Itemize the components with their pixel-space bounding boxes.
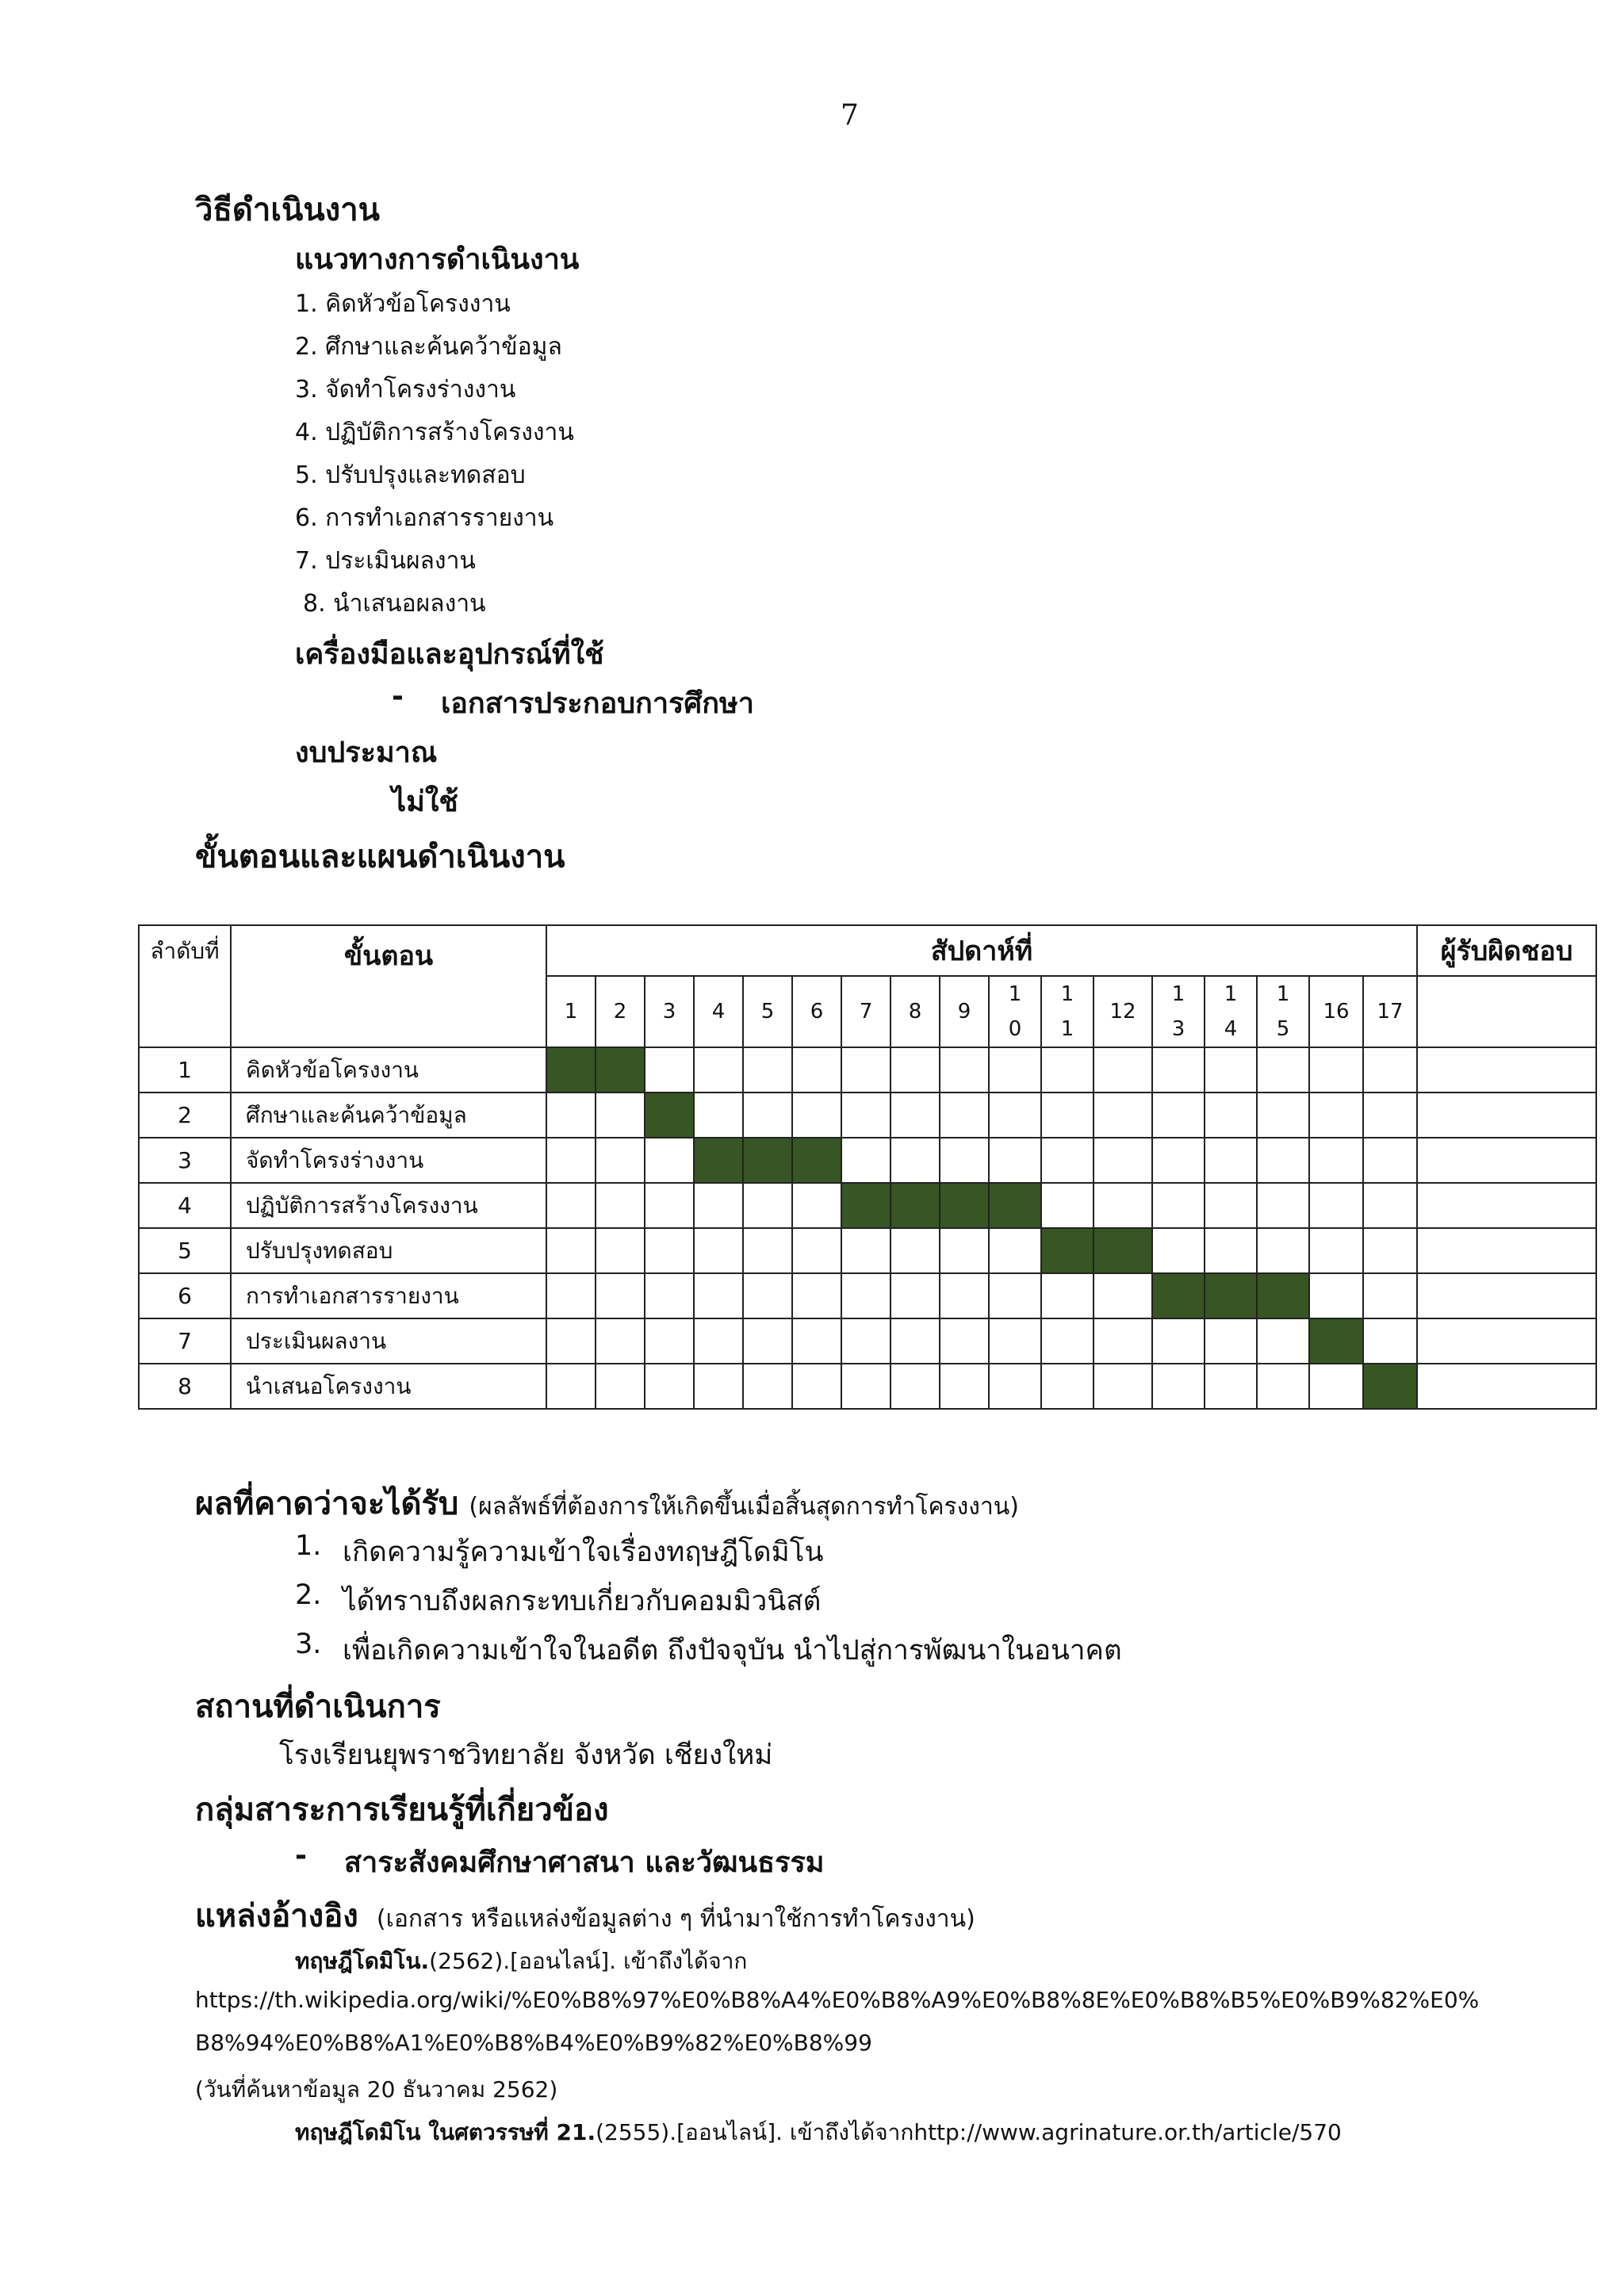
gantt-empty-cell bbox=[891, 1273, 940, 1318]
step-item: 4. ปฏิบัติการสร้างโครงงาน bbox=[295, 419, 574, 446]
gantt-empty-cell bbox=[792, 1047, 841, 1093]
tools-dash: - bbox=[392, 680, 404, 713]
references-title: แหล่งอ้างอิง bbox=[195, 1898, 358, 1934]
gantt-bar-cell bbox=[1152, 1273, 1205, 1318]
reference-1-url[interactable]: https://th.wikipedia.org/wiki/%E0%B8%97%E0%B8%A4%E0%B8%A9%E0%B8%8E%E0%B8%B5%E0%B9%82%E0% bbox=[195, 1987, 1480, 2013]
gantt-empty-cell bbox=[792, 1093, 841, 1138]
reference-2-detail: (2555).[ออนไลน์]. เข้าถึงได้จากhttp://www.agrinature.or.th/article/570 bbox=[596, 2119, 1342, 2145]
gantt-empty-cell bbox=[694, 1047, 743, 1093]
gantt-empty-cell bbox=[743, 1228, 792, 1273]
gantt-empty-cell bbox=[546, 1364, 596, 1409]
reference-1-title: ทฤษฎีโดมิโน. bbox=[295, 1948, 430, 1974]
tools-item: เอกสารประกอบการศึกษา bbox=[441, 687, 754, 720]
references-heading bbox=[195, 1890, 975, 1941]
gantt-empty-cell bbox=[596, 1183, 645, 1228]
gantt-empty-cell bbox=[1363, 1273, 1417, 1318]
gantt-empty-cell bbox=[1152, 1364, 1205, 1409]
gantt-empty-cell bbox=[792, 1364, 841, 1409]
gantt-empty-cell bbox=[1094, 1318, 1152, 1364]
gantt-bar-cell bbox=[1205, 1273, 1257, 1318]
subjects-dash: - bbox=[295, 1839, 307, 1872]
gantt-empty-cell bbox=[940, 1273, 989, 1318]
outcomes-heading bbox=[195, 1478, 1019, 1529]
week-number bbox=[596, 976, 645, 1047]
row-number: 7 bbox=[139, 1318, 231, 1364]
outcomes-title: ผลที่คาดว่าจะได้รับ bbox=[195, 1486, 459, 1522]
step-item: 1. คิดหัวข้อโครงงาน bbox=[295, 290, 511, 318]
outcome-number: 2. bbox=[295, 1579, 322, 1611]
week-number bbox=[792, 976, 841, 1047]
gantt-empty-cell bbox=[940, 1093, 989, 1138]
gantt-empty-cell bbox=[792, 1273, 841, 1318]
gantt-empty-cell bbox=[940, 1138, 989, 1183]
week-number-digit: 1 bbox=[1060, 982, 1074, 1006]
gantt-empty-cell bbox=[1205, 1364, 1257, 1409]
gantt-empty-cell bbox=[1094, 1047, 1152, 1093]
gantt-empty-cell bbox=[792, 1183, 841, 1228]
row-step: คิดหัวข้อโครงงาน bbox=[231, 1047, 546, 1093]
week-number-digit: 1 bbox=[1276, 982, 1290, 1006]
week-number-digit: 17 bbox=[1377, 1000, 1404, 1024]
gantt-empty-cell bbox=[743, 1093, 792, 1138]
row-number: 6 bbox=[139, 1273, 231, 1318]
row-responsible bbox=[1417, 1318, 1596, 1364]
gantt-empty-cell bbox=[645, 1364, 694, 1409]
row-number: 4 bbox=[139, 1183, 231, 1228]
gantt-empty-cell bbox=[743, 1364, 792, 1409]
gantt-empty-cell bbox=[989, 1318, 1041, 1364]
gantt-empty-cell bbox=[841, 1318, 891, 1364]
gantt-empty-cell bbox=[989, 1364, 1041, 1409]
week-number-digit: 3 bbox=[1171, 1017, 1185, 1041]
gantt-bar-cell bbox=[792, 1138, 841, 1183]
row-responsible bbox=[1417, 1273, 1596, 1318]
gantt-empty-cell bbox=[546, 1093, 596, 1138]
gantt-empty-cell bbox=[596, 1228, 645, 1273]
gantt-empty-cell bbox=[1205, 1047, 1257, 1093]
gantt-bar-cell bbox=[1257, 1273, 1309, 1318]
gantt-empty-cell bbox=[645, 1228, 694, 1273]
gantt-empty-cell bbox=[1041, 1183, 1094, 1228]
week-number-digit: 1 bbox=[1008, 982, 1022, 1006]
gantt-empty-cell bbox=[792, 1318, 841, 1364]
gantt-empty-cell bbox=[841, 1228, 891, 1273]
gantt-empty-cell bbox=[1152, 1183, 1205, 1228]
week-number-digit: 12 bbox=[1109, 1000, 1136, 1024]
responsible-header: ผู้รับผิดชอบ bbox=[1417, 925, 1596, 976]
gantt-empty-cell bbox=[940, 1364, 989, 1409]
gantt-bar-cell bbox=[891, 1183, 940, 1228]
row-step: ปฏิบัติการสร้างโครงงาน bbox=[231, 1183, 546, 1228]
gantt-empty-cell bbox=[989, 1228, 1041, 1273]
week-number-digit: 2 bbox=[613, 1000, 627, 1024]
row-number: 8 bbox=[139, 1364, 231, 1409]
references-subtitle: (เอกสาร หรือแหล่งข้อมูลต่าง ๆ ที่นำมาใช้การทำโครงงาน) bbox=[376, 1905, 975, 1933]
step-header: ขั้นตอน bbox=[231, 925, 546, 1047]
gantt-empty-cell bbox=[1363, 1047, 1417, 1093]
gantt-empty-cell bbox=[1257, 1364, 1309, 1409]
week-number-digit: 8 bbox=[908, 1000, 922, 1024]
week-number-digit: 9 bbox=[957, 1000, 971, 1024]
gantt-empty-cell bbox=[891, 1138, 940, 1183]
row-responsible bbox=[1417, 1047, 1596, 1093]
week-number-digit: 1 bbox=[1171, 982, 1185, 1006]
gantt-empty-cell bbox=[694, 1364, 743, 1409]
gantt-empty-cell bbox=[743, 1183, 792, 1228]
gantt-empty-cell bbox=[694, 1318, 743, 1364]
gantt-empty-cell bbox=[1205, 1183, 1257, 1228]
row-responsible bbox=[1417, 1183, 1596, 1228]
gantt-bar-cell bbox=[1041, 1228, 1094, 1273]
budget-value: ไม่ใช้ bbox=[392, 786, 458, 818]
gantt-bar-cell bbox=[1363, 1364, 1417, 1409]
gantt-empty-cell bbox=[841, 1138, 891, 1183]
gantt-empty-cell bbox=[1041, 1093, 1094, 1138]
methods-title: วิธีดำเนินงาน bbox=[195, 192, 381, 228]
gantt-empty-cell bbox=[891, 1318, 940, 1364]
week-number-digit: 0 bbox=[1008, 1017, 1022, 1041]
gantt-empty-cell bbox=[841, 1047, 891, 1093]
gantt-empty-cell bbox=[1205, 1228, 1257, 1273]
gantt-empty-cell bbox=[1363, 1318, 1417, 1364]
plan-title: ขั้นตอนและแผนดำเนินงาน bbox=[195, 839, 565, 875]
week-number-digit: 5 bbox=[760, 1000, 775, 1024]
gantt-bar-cell bbox=[694, 1138, 743, 1183]
gantt-empty-cell bbox=[1257, 1138, 1309, 1183]
week-number-digit: 1 bbox=[564, 1000, 578, 1024]
step-item: 8. นำเสนอผลงาน bbox=[303, 590, 486, 618]
gantt-empty-cell bbox=[1309, 1228, 1363, 1273]
approach-title: แนวทางการดำเนินงาน bbox=[295, 243, 580, 276]
gantt-empty-cell bbox=[1257, 1318, 1309, 1364]
gantt-empty-cell bbox=[1041, 1138, 1094, 1183]
week-number-digit: 6 bbox=[810, 1000, 824, 1024]
row-step: จัดทำโครงร่างงาน bbox=[231, 1138, 546, 1183]
week-number bbox=[694, 976, 743, 1047]
gantt-empty-cell bbox=[1309, 1364, 1363, 1409]
row-step: ศึกษาและค้นคว้าข้อมูล bbox=[231, 1093, 546, 1138]
gantt-empty-cell bbox=[743, 1047, 792, 1093]
step-item: 7. ประเมินผลงาน bbox=[295, 547, 476, 575]
week-number-digit: 1 bbox=[1060, 1017, 1074, 1041]
reference-2 bbox=[295, 2115, 1342, 2150]
week-number bbox=[546, 976, 596, 1047]
gantt-empty-cell bbox=[1309, 1183, 1363, 1228]
week-number-digit: 3 bbox=[662, 1000, 676, 1024]
step-item: 5. ปรับปรุงและทดสอบ bbox=[295, 461, 526, 489]
gantt-empty-cell bbox=[792, 1228, 841, 1273]
gantt-empty-cell bbox=[596, 1364, 645, 1409]
table-row bbox=[139, 1093, 1596, 1138]
week-number bbox=[989, 976, 1041, 1047]
subjects-title: กลุ่มสาระการเรียนรู้ที่เกี่ยวข้อง bbox=[195, 1792, 609, 1828]
gantt-empty-cell bbox=[1094, 1364, 1152, 1409]
step-item: 2. ศึกษาและค้นคว้าข้อมูล bbox=[295, 333, 562, 361]
week-number-digit: 16 bbox=[1323, 1000, 1350, 1024]
gantt-empty-cell bbox=[1363, 1138, 1417, 1183]
gantt-empty-cell bbox=[694, 1273, 743, 1318]
gantt-empty-cell bbox=[596, 1318, 645, 1364]
gantt-bar-cell bbox=[645, 1093, 694, 1138]
gantt-empty-cell bbox=[694, 1183, 743, 1228]
gantt-empty-cell bbox=[546, 1318, 596, 1364]
table-row bbox=[139, 1183, 1596, 1228]
week-number bbox=[743, 976, 792, 1047]
gantt-empty-cell bbox=[694, 1093, 743, 1138]
gantt-empty-cell bbox=[1041, 1273, 1094, 1318]
row-responsible bbox=[1417, 1138, 1596, 1183]
step-item: 3. จัดทำโครงร่างงาน bbox=[295, 376, 516, 404]
gantt-empty-cell bbox=[546, 1183, 596, 1228]
week-number bbox=[1363, 976, 1417, 1047]
gantt-bar-cell bbox=[1094, 1228, 1152, 1273]
table-row bbox=[139, 1047, 1596, 1093]
gantt-empty-cell bbox=[989, 1093, 1041, 1138]
gantt-empty-cell bbox=[1309, 1138, 1363, 1183]
gantt-empty-cell bbox=[989, 1138, 1041, 1183]
week-number bbox=[841, 976, 891, 1047]
row-step: ประเมินผลงาน bbox=[231, 1318, 546, 1364]
gantt-empty-cell bbox=[1152, 1047, 1205, 1093]
page-number: 7 bbox=[841, 99, 859, 132]
week-number bbox=[645, 976, 694, 1047]
week-number bbox=[1094, 976, 1152, 1047]
gantt-empty-cell bbox=[645, 1047, 694, 1093]
outcome-text: เกิดความรู้ความเข้าใจเรื่องทฤษฎีโดมิโน bbox=[343, 1536, 824, 1568]
gantt-empty-cell bbox=[1309, 1273, 1363, 1318]
gantt-empty-cell bbox=[940, 1318, 989, 1364]
row-step: ปรับปรุงทดสอบ bbox=[231, 1228, 546, 1273]
gantt-empty-cell bbox=[1152, 1318, 1205, 1364]
week-number-digit: 4 bbox=[1224, 1017, 1238, 1041]
table-row bbox=[139, 1138, 1596, 1183]
gantt-empty-cell bbox=[596, 1138, 645, 1183]
gantt-empty-cell bbox=[645, 1318, 694, 1364]
gantt-empty-cell bbox=[743, 1318, 792, 1364]
row-responsible bbox=[1417, 1228, 1596, 1273]
gantt-empty-cell bbox=[1041, 1047, 1094, 1093]
order-header: ลำดับที่ bbox=[139, 925, 231, 1047]
table-row bbox=[139, 1364, 1596, 1409]
week-number-digit: 7 bbox=[859, 1000, 873, 1024]
week-number-digit: 1 bbox=[1224, 982, 1238, 1006]
gantt-empty-cell bbox=[1094, 1183, 1152, 1228]
gantt-empty-cell bbox=[989, 1047, 1041, 1093]
gantt-empty-cell bbox=[1152, 1093, 1205, 1138]
row-responsible bbox=[1417, 1093, 1596, 1138]
week-number bbox=[1041, 976, 1094, 1047]
gantt-empty-cell bbox=[645, 1138, 694, 1183]
gantt-empty-cell bbox=[1094, 1273, 1152, 1318]
outcome-text: ได้ทราบถึงผลกระทบเกี่ยวกับคอมมิวนิสต์ bbox=[343, 1586, 822, 1617]
subjects-value: สาระสังคมศึกษาศาสนา และวัฒนธรรม bbox=[344, 1846, 825, 1879]
gantt-bar-cell bbox=[841, 1183, 891, 1228]
reference-2-title: ทฤษฎีโดมิโน ในศตวรรษที่ 21. bbox=[295, 2119, 596, 2145]
gantt-empty-cell bbox=[1257, 1047, 1309, 1093]
gantt-empty-cell bbox=[1257, 1093, 1309, 1138]
gantt-empty-cell bbox=[1205, 1318, 1257, 1364]
gantt-empty-cell bbox=[645, 1273, 694, 1318]
gantt-empty-cell bbox=[694, 1228, 743, 1273]
gantt-empty-cell bbox=[940, 1228, 989, 1273]
tools-title: เครื่องมือและอุปกรณ์ที่ใช้ bbox=[295, 638, 604, 671]
gantt-empty-cell bbox=[1309, 1093, 1363, 1138]
week-number bbox=[891, 976, 940, 1047]
gantt-empty-cell bbox=[743, 1273, 792, 1318]
week-number bbox=[1152, 976, 1205, 1047]
week-number-digit: 5 bbox=[1276, 1017, 1290, 1041]
gantt-empty-cell bbox=[596, 1273, 645, 1318]
reference-1-url-cont[interactable]: B8%94%E0%B8%A1%E0%B8%B4%E0%B9%82%E0%B8%99 bbox=[195, 2030, 872, 2056]
row-number: 5 bbox=[139, 1228, 231, 1273]
gantt-empty-cell bbox=[891, 1228, 940, 1273]
gantt-empty-cell bbox=[1152, 1138, 1205, 1183]
gantt-empty-cell bbox=[1257, 1183, 1309, 1228]
gantt-empty-cell bbox=[1363, 1093, 1417, 1138]
row-number: 1 bbox=[139, 1047, 231, 1093]
row-number: 3 bbox=[139, 1138, 231, 1183]
gantt-empty-cell bbox=[891, 1093, 940, 1138]
row-number: 2 bbox=[139, 1093, 231, 1138]
table-row bbox=[139, 1318, 1596, 1364]
gantt-empty-cell bbox=[645, 1183, 694, 1228]
gantt-bar-cell bbox=[596, 1047, 645, 1093]
gantt-empty-cell bbox=[546, 1228, 596, 1273]
gantt-empty-cell bbox=[1094, 1138, 1152, 1183]
row-responsible bbox=[1417, 1364, 1596, 1409]
gantt-empty-cell bbox=[841, 1273, 891, 1318]
gantt-empty-cell bbox=[1041, 1318, 1094, 1364]
gantt-bar-cell bbox=[989, 1183, 1041, 1228]
location-title: สถานที่ดำเนินการ bbox=[195, 1689, 441, 1725]
gantt-empty-cell bbox=[1363, 1228, 1417, 1273]
reference-1-detail: (2562).[ออนไลน์]. เข้าถึงได้จาก bbox=[429, 1948, 748, 1974]
responsible-header-blank bbox=[1417, 976, 1596, 1047]
week-number bbox=[1257, 976, 1309, 1047]
budget-title: งบประมาณ bbox=[295, 737, 438, 769]
gantt-empty-cell bbox=[1257, 1228, 1309, 1273]
reference-1-date: (วันที่ค้นหาข้อมูล 20 ธันวาคม 2562) bbox=[195, 2076, 558, 2103]
location-value: โรงเรียนยุพราชวิทยาลัย จังหวัด เชียงใหม่ bbox=[279, 1739, 773, 1771]
row-step: การทำเอกสารรายงาน bbox=[231, 1273, 546, 1318]
gantt-bar-cell bbox=[743, 1138, 792, 1183]
week-header: สัปดาห์ที่ bbox=[546, 925, 1417, 976]
gantt-bar-cell bbox=[546, 1047, 596, 1093]
table-row bbox=[139, 1228, 1596, 1273]
gantt-empty-cell bbox=[546, 1273, 596, 1318]
gantt-empty-cell bbox=[989, 1273, 1041, 1318]
week-number bbox=[1309, 976, 1363, 1047]
gantt-empty-cell bbox=[1363, 1183, 1417, 1228]
gantt-empty-cell bbox=[891, 1047, 940, 1093]
gantt-empty-cell bbox=[1152, 1228, 1205, 1273]
gantt-empty-cell bbox=[596, 1093, 645, 1138]
step-item: 6. การทำเอกสารรายงาน bbox=[295, 504, 554, 532]
gantt-empty-cell bbox=[1041, 1364, 1094, 1409]
outcome-text: เพื่อเกิดความเข้าใจในอดีต ถึงปัจจุบัน นำไปสู่การพัฒนาในอนาคต bbox=[343, 1635, 1122, 1667]
gantt-empty-cell bbox=[891, 1364, 940, 1409]
outcome-number: 3. bbox=[295, 1628, 322, 1660]
gantt-bar-cell bbox=[1309, 1318, 1363, 1364]
week-number bbox=[940, 976, 989, 1047]
table-row bbox=[139, 1273, 1596, 1318]
week-number-digit: 4 bbox=[711, 1000, 726, 1024]
gantt-empty-cell bbox=[841, 1364, 891, 1409]
gantt-empty-cell bbox=[1205, 1093, 1257, 1138]
gantt-empty-cell bbox=[546, 1138, 596, 1183]
week-number bbox=[1205, 976, 1257, 1047]
gantt-empty-cell bbox=[1309, 1047, 1363, 1093]
row-step: นำเสนอโครงงาน bbox=[231, 1364, 546, 1409]
gantt-empty-cell bbox=[1205, 1138, 1257, 1183]
outcome-number: 1. bbox=[295, 1530, 322, 1562]
gantt-bar-cell bbox=[940, 1183, 989, 1228]
gantt-empty-cell bbox=[940, 1047, 989, 1093]
gantt-empty-cell bbox=[841, 1093, 891, 1138]
reference-1 bbox=[295, 1944, 747, 1979]
plan-table bbox=[138, 924, 1597, 1410]
outcomes-subtitle: (ผลลัพธ์ที่ต้องการให้เกิดขึ้นเมื่อสิ้นสุดการทำโครงงาน) bbox=[469, 1493, 1019, 1521]
gantt-empty-cell bbox=[1094, 1093, 1152, 1138]
